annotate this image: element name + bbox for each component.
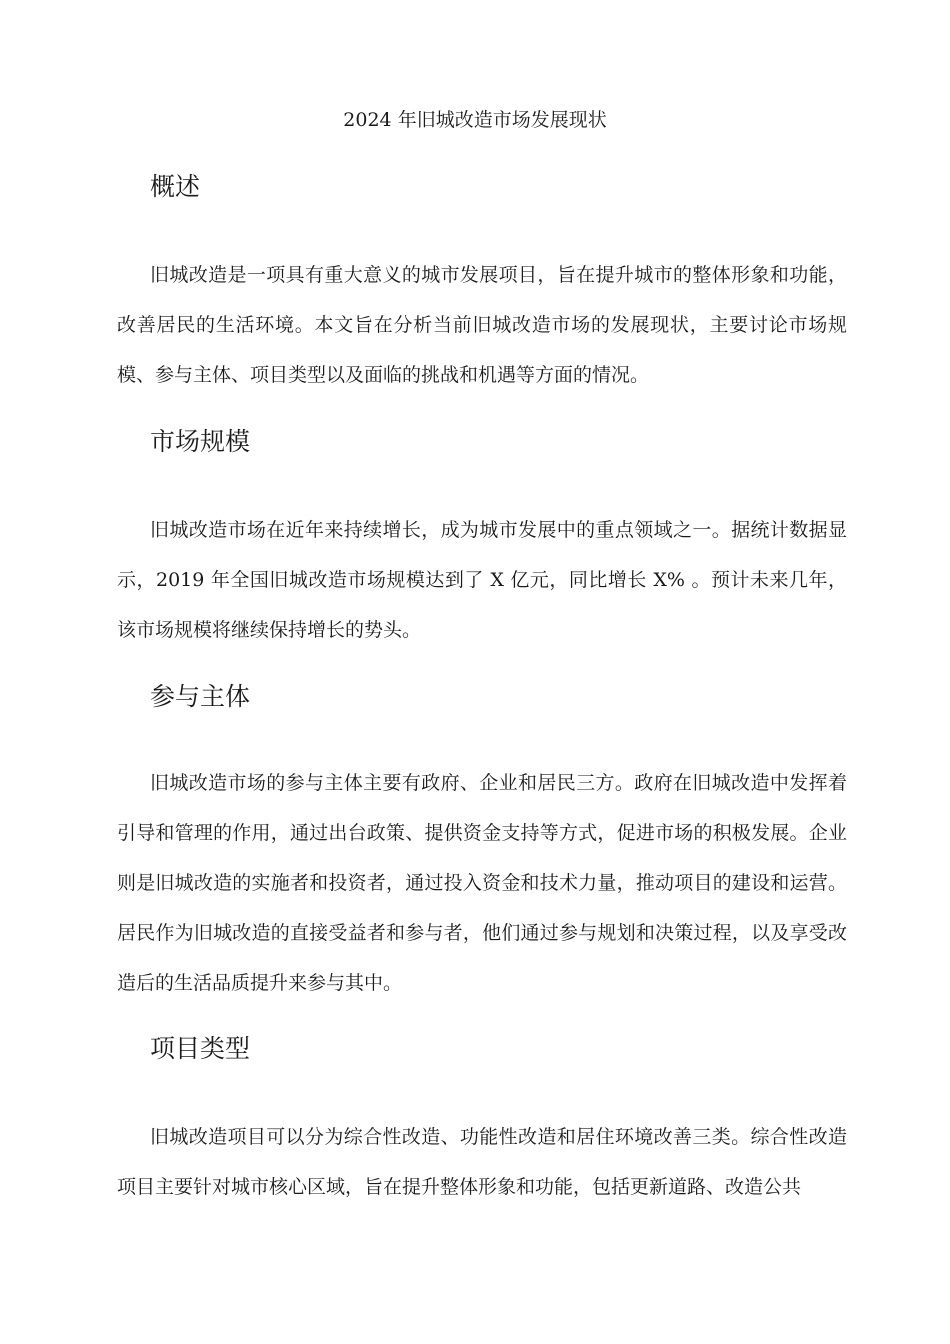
section-paragraph-participants: 旧城改造市场的参与主体主要有政府、企业和居民三方。政府在旧城改造中发挥着引导和管理的作用，通过出台政策、提供资金支持等方式，促进市场的积极发展。企业则是旧城改造的实施者和投资者，通过投入资金和技术力量，推动项目的建设和运营。居民作为旧城改造的直接受益者和参与者，他们通过参与规划和决策过程，以及享受改造后的生活品质提升来参与其中。 [117,772,847,994]
section-paragraph-project-types: 旧城改造项目可以分为综合性改造、功能性改造和居住环境改善三类。综合性改造项目主要针对城市核心区域，旨在提升整体形象和功能，包括更新道路、改造公共 [117,1126,847,1198]
section-heading-project-types: 项目类型 [150,1034,251,1063]
section-heading-overview: 概述 [150,172,201,201]
section-heading-market-size: 市场规模 [150,427,251,456]
document-title: 2024 年旧城改造市场发展现状 [343,109,607,131]
section-heading-participants: 参与主体 [150,682,251,711]
section-paragraph-overview: 旧城改造是一项具有重大意义的城市发展项目，旨在提升城市的整体形象和功能，改善居民的生活环境。本文旨在分析当前旧城改造市场的发展现状，主要讨论市场规模、参与主体、项目类型以及面临的挑战和机遇等方面的情况。 [117,264,847,386]
section-paragraph-market-size: 旧城改造市场在近年来持续增长，成为城市发展中的重点领域之一。据统计数据显示，2019 年全国旧城改造市场规模达到了 X 亿元，同比增长 X% 。预计未来几年，该市场规模将继续保持增长的势头。 [117,519,847,641]
